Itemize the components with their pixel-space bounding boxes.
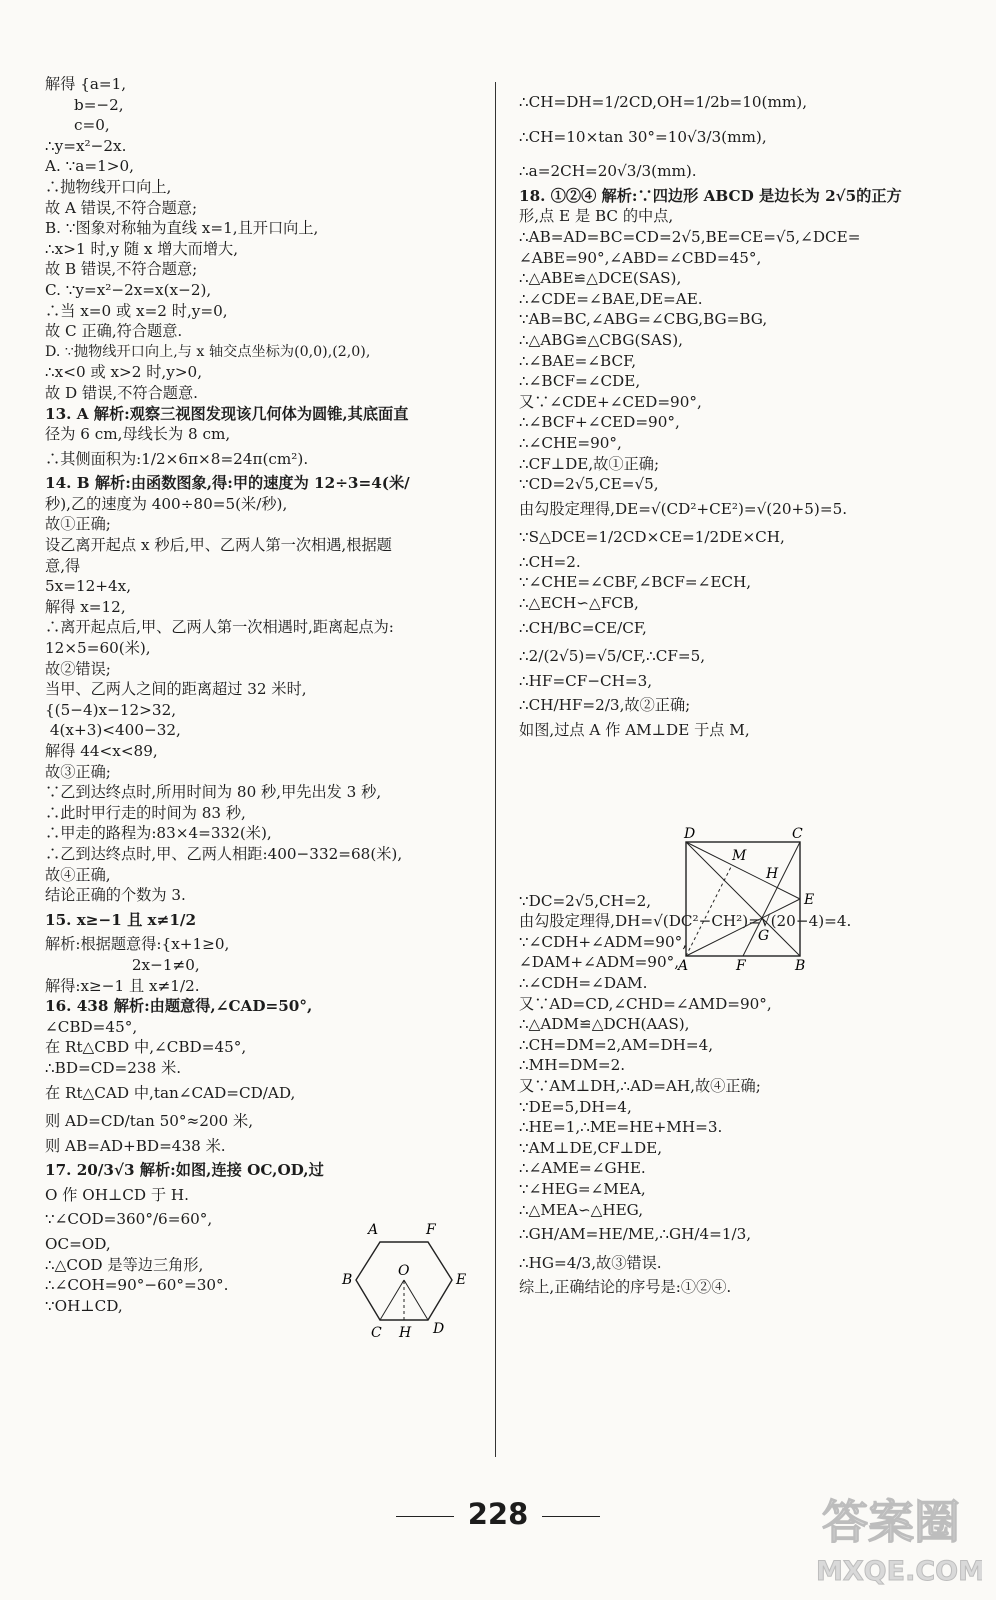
label-F: F	[426, 1222, 436, 1238]
label-M: M	[732, 848, 747, 864]
text-line: 由勾股定理得,DE=√(CD²+CE²)=√(20+5)=5.	[519, 499, 848, 518]
page-number-text: 228	[467, 1497, 529, 1531]
label-B: B	[342, 1272, 353, 1288]
text-line: ∴△COD 是等边三角形,	[45, 1255, 204, 1274]
text-line: 5x=12+4x,	[45, 577, 132, 596]
text-line: ∵∠CHE=∠CBF,∠BCF=∠ECH,	[519, 573, 752, 592]
label-D: D	[684, 826, 696, 842]
square-figure	[676, 824, 826, 974]
left-column	[45, 74, 485, 1316]
text-line: ∵AB=BC,∠ABG=∠CBG,BG=BG,	[519, 310, 768, 329]
text-line: 径为 6 cm,母线长为 8 cm,	[45, 425, 231, 444]
text-line: ∴离开起点后,甲、乙两人第一次相遇时,距离起点为:	[45, 618, 394, 637]
text-line: ∴CH=10×tan 30°=10√3/3(mm),	[519, 127, 767, 146]
text-line: ∴∠COH=90°−60°=30°.	[45, 1276, 229, 1295]
text-line: 解得:x≥−1 且 x≠1/2.	[45, 976, 200, 995]
text-line: ∴∠BAE=∠BCF,	[519, 351, 637, 370]
column-divider	[495, 82, 496, 1457]
label-C: C	[792, 826, 803, 842]
text-line: ∴CF⊥DE,故①正确;	[519, 454, 660, 473]
label-F: F	[736, 958, 746, 974]
watermark-domain: MXQE.COM	[816, 1556, 982, 1587]
text-line: c=0,	[45, 116, 110, 135]
text-line: ∴∠AME=∠GHE.	[519, 1159, 646, 1178]
text-line: 故④正确,	[45, 865, 111, 884]
text-line: 结论正确的个数为 3.	[45, 886, 186, 905]
label-A: A	[368, 1222, 379, 1238]
text-line: 在 Rt△CBD 中,∠CBD=45°,	[45, 1038, 247, 1057]
label-A: A	[678, 958, 689, 974]
text-line: ∴∠CDH=∠DAM.	[519, 974, 648, 992]
answer-13-line: 13. A 解析:观察三视图发现该几何体为圆锥,其底面直	[45, 404, 409, 423]
text-line: ∴MH=DM=2.	[519, 1056, 626, 1075]
text-line: 形,点 E 是 BC 的中点,	[519, 207, 674, 226]
text-line: ∵S△DCE=1/2CD×CE=1/2DE×CH,	[519, 528, 785, 547]
text-line: 又∵AM⊥DH,∴AD=AH,故④正确;	[519, 1076, 761, 1095]
text-line: D. ∵抛物线开口向上,与 x 轴交点坐标为(0,0),(2,0),	[45, 343, 371, 360]
text-line: 在 Rt△CAD 中,tan∠CAD=CD/AD,	[45, 1083, 296, 1102]
text-line: b=−2,	[45, 95, 124, 114]
text-line: ∵OH⊥CD,	[45, 1296, 123, 1315]
text-line: B. ∵图象对称轴为直线 x=1,且开口向上,	[45, 219, 319, 238]
text-line: ∴此时甲行走的时间为 83 秒,	[45, 803, 246, 822]
text-line: O 作 OH⊥CD 于 H.	[45, 1185, 189, 1204]
text-line: 故③正确;	[45, 762, 111, 781]
text-line: ∴CH=DM=2,AM=DH=4,	[519, 1035, 714, 1054]
text-line: ∴x<0 或 x>2 时,y>0,	[45, 363, 203, 382]
label-D: D	[433, 1321, 445, 1337]
text-line: ∵∠CDH+∠ADM=90°,	[519, 932, 688, 951]
text-line: ∴CH=2.	[519, 552, 581, 571]
text-line: ∴CH/HF=2/3,故②正确;	[519, 696, 691, 715]
text-line: ∴△MEA∽△HEG,	[519, 1200, 644, 1219]
text-line: ∴GH/AM=HE/ME,∴GH/4=1/3,	[519, 1225, 752, 1244]
text-line: ∵∠HEG=∠MEA,	[519, 1179, 646, 1198]
text-line: ∠CBD=45°,	[45, 1017, 138, 1036]
right-column	[519, 88, 964, 1298]
text-line: ∵∠COD=360°/6=60°,	[45, 1210, 213, 1229]
text-line: 秒),乙的速度为 400÷80=5(米/秒),	[45, 494, 288, 513]
text-line: ∴y=x²−2x.	[45, 136, 127, 155]
label-B: B	[795, 958, 806, 974]
text-line: ∵CD=2√5,CE=√5,	[519, 475, 659, 494]
text-line: ∴△ECH∽△FCB,	[519, 594, 639, 613]
text-line: 故 C 正确,符合题意.	[45, 322, 183, 341]
label-E: E	[456, 1272, 467, 1288]
text-line: ∴a=2CH=20√3/3(mm).	[519, 162, 697, 181]
text-line: 解得 x=12,	[45, 597, 126, 616]
text-line: 4(x+3)<400−32,	[45, 721, 181, 740]
text-line: ∠DAM+∠ADM=90°,	[519, 953, 680, 972]
text-line: 故②错误;	[45, 659, 111, 678]
text-line: ∴∠CDE=∠BAE,DE=AE.	[519, 289, 703, 308]
text-line: ∴甲走的路程为:83×4=332(米),	[45, 824, 272, 843]
label-H: H	[766, 866, 779, 882]
text-line: ∴乙到达终点时,甲、乙两人相距:400−332=68(米),	[45, 844, 403, 863]
text-line: ∴其侧面积为:1/2×6π×8=24π(cm²).	[45, 449, 309, 468]
text-line: ∴∠BCF+∠CED=90°,	[519, 413, 680, 432]
text-line: 意,得	[45, 556, 81, 575]
text-line: 12×5=60(米),	[45, 639, 151, 658]
text-line: ∵乙到达终点时,所用时间为 80 秒,甲先出发 3 秒,	[45, 783, 382, 802]
text-line: 解析:根据题意得:{x+1≥0,	[45, 935, 230, 954]
text-line: ∴2/(2√5)=√5/CF,∴CF=5,	[519, 647, 706, 666]
text-line: 故 B 错误,不符合题意;	[45, 260, 198, 279]
answer-17-line: 17. 20/3√3 解析:如图,连接 OC,OD,过	[45, 1161, 324, 1180]
text-line: ∴∠CHE=90°,	[519, 433, 622, 452]
answer-18-line: 18. ①②④ 解析:∵四边形 ABCD 是边长为 2√5的正方	[519, 186, 902, 205]
text-line: ∴△ABG≌△CBG(SAS),	[519, 330, 683, 349]
text-line: ∠ABE=90°,∠ABD=∠CBD=45°,	[519, 248, 762, 267]
text-line: OC=OD,	[45, 1235, 111, 1254]
text-line: 故①正确;	[45, 515, 111, 534]
text-line: ∴x>1 时,y 随 x 增大而增大,	[45, 239, 239, 258]
text-line: 如图,过点 A 作 AM⊥DE 于点 M,	[519, 721, 750, 740]
text-line: ∴HE=1,∴ME=HE+MH=3.	[519, 1118, 723, 1137]
answer-15-line: 15. x≥−1 且 x≠1/2	[45, 910, 197, 929]
label-G: G	[758, 928, 770, 944]
label-E: E	[804, 892, 815, 908]
text-line: ∴∠BCF=∠CDE,	[519, 372, 641, 391]
watermark-logo	[812, 1476, 982, 1594]
text-line: 又∵∠CDE+∠CED=90°,	[519, 392, 702, 411]
hexagon-figure	[338, 1220, 478, 1345]
text-line: ∵DE=5,DH=4,	[519, 1097, 632, 1116]
text-line: ∴△ABE≌△DCE(SAS),	[519, 269, 682, 288]
text-line: ∴△ADM≌△DCH(AAS),	[519, 1015, 690, 1034]
text-line: 2x−1≠0,	[45, 955, 200, 974]
text-line: ∴HF=CF−CH=3,	[519, 671, 653, 690]
text-line: ∵DC=2√5,CH=2,	[519, 891, 652, 910]
text-line: 故 D 错误,不符合题意.	[45, 383, 198, 402]
text-line: 则 AB=AD+BD=438 米.	[45, 1136, 226, 1155]
text-line: 故 A 错误,不符合题意;	[45, 198, 198, 217]
label-H: H	[399, 1325, 412, 1341]
text-line: C. ∵y=x²−2x=x(x−2),	[45, 280, 212, 299]
watermark-title: 答案圈	[822, 1495, 960, 1549]
label-O: O	[398, 1263, 410, 1279]
text-line: ∵AM⊥DE,CF⊥DE,	[519, 1138, 663, 1157]
text-line: ∴HG=4/3,故③错误.	[519, 1253, 662, 1272]
text-line: 则 AD=CD/tan 50°≈200 米,	[45, 1112, 254, 1131]
answer-16-line: 16. 438 解析:由题意得,∠CAD=50°,	[45, 997, 313, 1016]
answer-14-line: 14. B 解析:由函数图象,得:甲的速度为 12÷3=4(米/	[45, 474, 410, 493]
text-line: 由勾股定理得,DH=√(DC²−CH²)=√(20−4)=4.	[519, 912, 852, 931]
text-line: ∴BD=CD=238 米.	[45, 1058, 182, 1077]
text-line: ∴CH=DH=1/2CD,OH=1/2b=10(mm),	[519, 93, 808, 111]
text-line: A. ∵a=1>0,	[45, 157, 134, 176]
text-line: ∴抛物线开口向上,	[45, 177, 172, 196]
text-line: 又∵AD=CD,∠CHD=∠AMD=90°,	[519, 994, 772, 1013]
text-line: 解得 {a=1,	[45, 75, 127, 93]
text-line: ∴AB=AD=BC=CD=2√5,BE=CE=√5,∠DCE=	[519, 227, 861, 246]
text-line: 解得 44<x<89,	[45, 742, 158, 760]
page-number-rule-right	[542, 1516, 600, 1517]
text-line: 当甲、乙两人之间的距离超过 32 米时,	[45, 680, 307, 699]
page-number-rule-left	[396, 1516, 454, 1517]
text-line: {(5−4)x−12>32,	[45, 700, 177, 719]
label-C: C	[371, 1325, 382, 1341]
text-line: 设乙离开起点 x 秒后,甲、乙两人第一次相遇,根据题	[45, 536, 392, 555]
text-line: ∴当 x=0 或 x=2 时,y=0,	[45, 301, 228, 320]
text-line: 综上,正确结论的序号是:①②④.	[519, 1278, 732, 1297]
text-line: ∴CH/BC=CE/CF,	[519, 618, 647, 637]
